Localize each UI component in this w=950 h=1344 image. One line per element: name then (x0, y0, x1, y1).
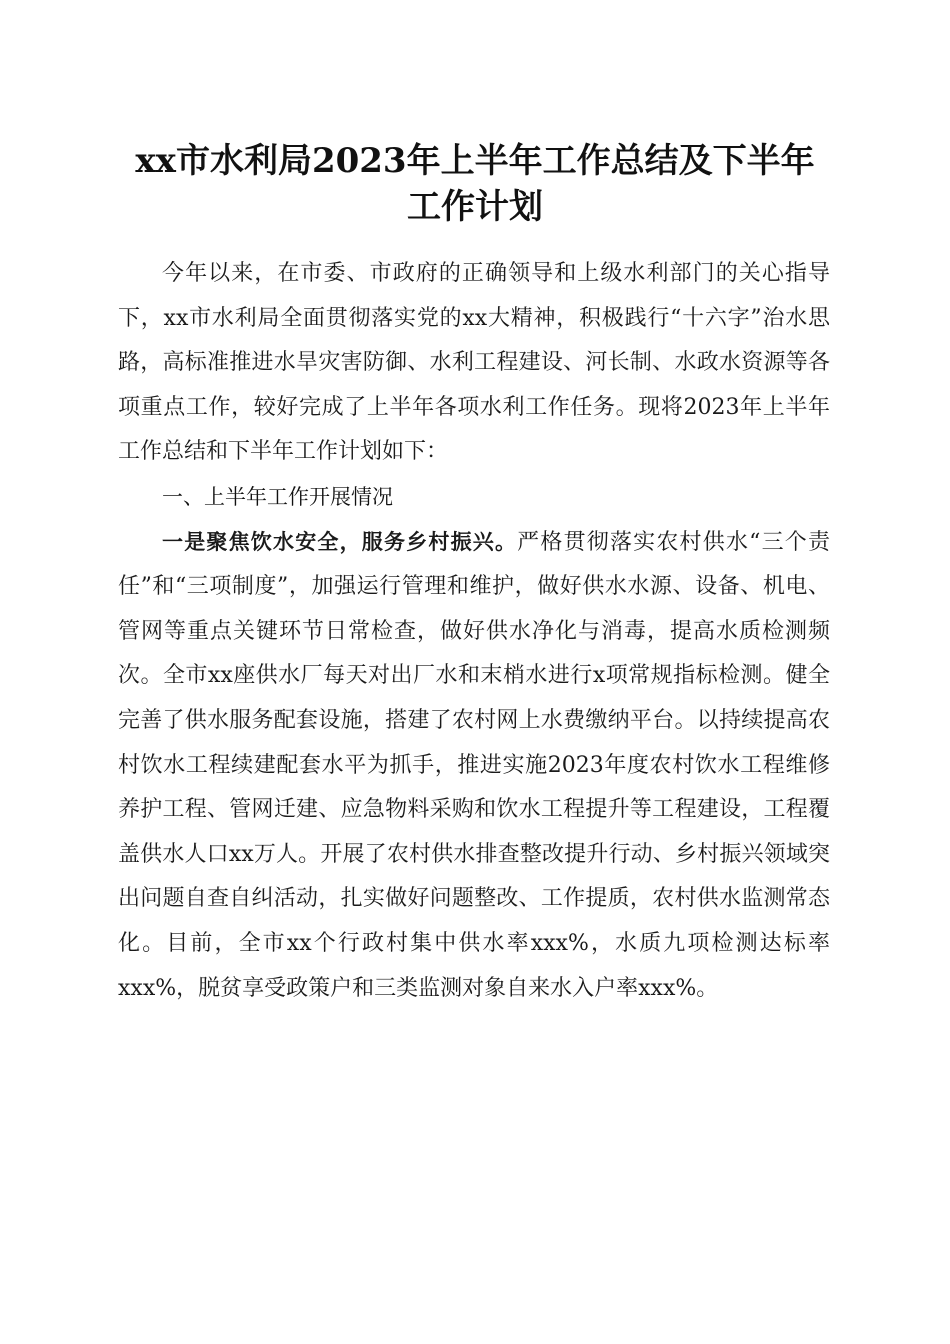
document-title (100, 138, 850, 230)
title-line-1: xx市水利局2023年上半年工作总结及下半年 (135, 141, 815, 181)
item-paragraph (118, 520, 830, 1012)
intro-paragraph: 今年以来，在市委、市政府的正确领导和上级水利部门的关心指导下，xx市水利局全面贯彻落实党的xx大精神，积极践行“十六字”治水思路，高标准推进水旱灾害防御、水利工程建设、河长制、水政水资源等各项重点工作，较好完成了上半年各项水利工作任务。现将2023年上半年工作总结和下半年工作计划如下： (118, 261, 830, 465)
title-line-2: 工作计划 (407, 187, 543, 227)
item-text: 严格贯彻落实农村供水“三个责任”和“三项制度”，加强运行管理和维护，做好供水水源、设备、机电、管网等重点关键环节日常检查，做好供水净化与消毒，提高水质检测频次。全市xx座供水厂每天对出厂水和末梢水进行x项常规指标检测。健全完善了供水服务配套设施，搭建了农村网上水费缴纳平台。以持续提高农村饮水工程续建配套水平为抓手，推进实施2023年度农村饮水工程维修养护工程、管网迁建、应急物料采购和饮水工程提升等工程建设，工程覆盖供水人口xx万人。开展了农村供水排查整改提升行动、乡村振兴领域突出问题自查自纠活动，扎实做好问题整改、工作提质，农村供水监测常态化。目前，全市xx个行政村集中供水率xxx%，水质九项检测达标率xxx%，脱贫享受政策户和三类监测对象自来水入户率xxx%。 (118, 529, 830, 1001)
document-body (118, 252, 830, 1011)
item-lead: 一是聚焦饮水安全，服务乡村振兴。 (162, 529, 518, 554)
section-heading: 一、上半年工作开展情况 (162, 484, 393, 509)
